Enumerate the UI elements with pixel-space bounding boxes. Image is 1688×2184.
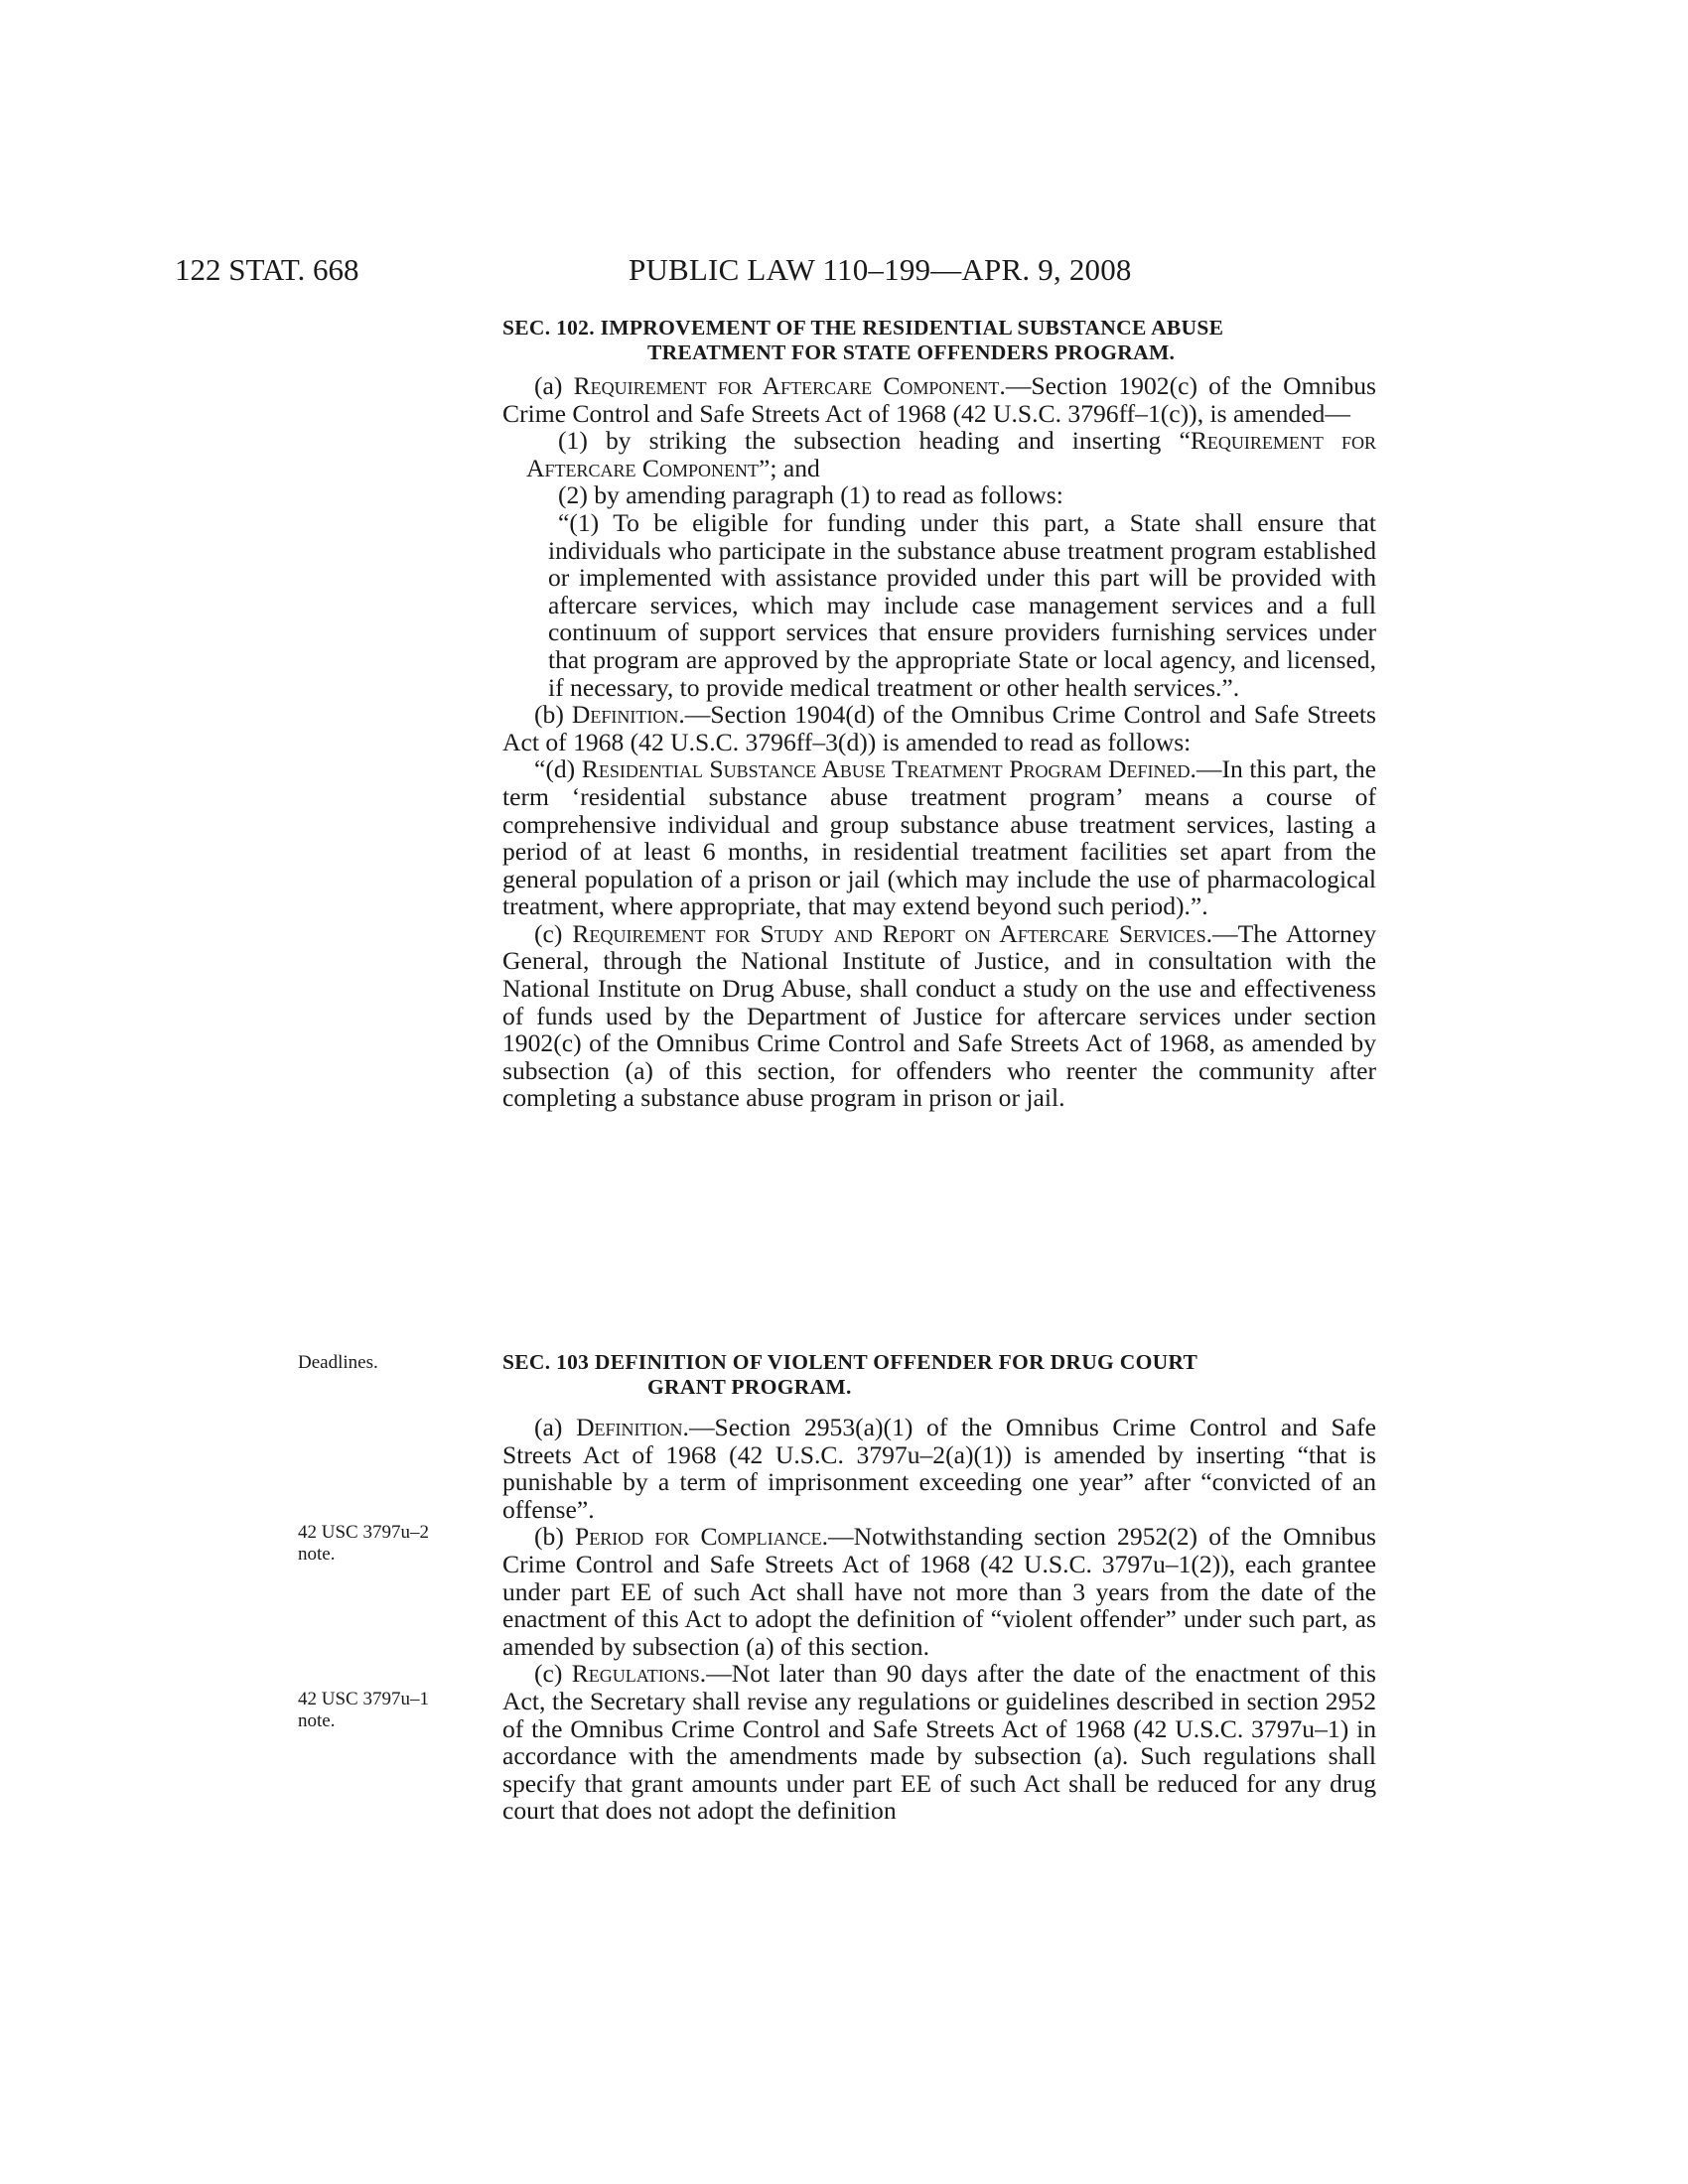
margin-note-deadlines: Deadlines. <box>298 1352 378 1373</box>
caption-aftercare-component: Requirement for Aftercare Component. <box>573 371 1006 400</box>
subsection-103-c: (c) Regulations.—Not later than 90 days after the date of the enactment of this Act, the Secretary shall revise any regulations or guidelines described in section 2952 of the Omnibus Crime Control and Safe Streets Act of 1968 (42 U.S.C. 3797u–1) in accordance with the amendments made by subsection (a). Such regulations shall specify that grant amounts under part EE of such Act shall be reduced for any drug court that does not adopt the definition <box>502 1659 1376 1826</box>
subsection-102-c: (c) Requirement for Study and Report on Aftercare Services.—The Attorney General, through the National Institute of Justice, and in consultation with the National Institute on Drug Abuse, shall conduct a study on the use and effectiveness of funds used by the Department of Justice for aftercare services under section 1902(c) of the Omnibus Crime Control and Safe Streets Act of 1968, as amended by subsection (a) of this section, for offenders who reenter the community after completing a substance abuse program in prison or jail. <box>502 918 1376 1113</box>
section-103-heading <box>502 1350 1376 1400</box>
law-title: PUBLIC LAW 110–199—APR. 9, 2008 <box>629 252 1132 287</box>
paragraph-102-a-1: (1) by striking the subsection heading and inserting “Requirement for Aftercare Component”; and <box>526 426 1377 482</box>
page-header <box>0 252 1688 292</box>
section-103-heading-line1: SEC. 103 DEFINITION OF VIOLENT OFFENDER FOR DRUG COURT <box>502 1350 1198 1374</box>
margin-note-usc-3797u-2: 42 USC 3797u–2 note. <box>298 1522 429 1565</box>
quoted-paragraph-1: “(1) To be eligible for funding under this part, a State shall ensure that individuals who participate in the substance abuse treatment program established or implemented with assistance provided under this part will be provided with aftercare services, which may include case management services and a full continuum of support services that ensure providers furnishing services under that program are approved by the appropriate State or local agency, and licensed, if necessary, to provide medical treatment or other health services.”. <box>548 507 1376 702</box>
subsection-102-b: (b) Definition.—Section 1904(d) of the Omnibus Crime Control and Safe Streets Act of 1968 (42 U.S.C. 3796ff–3(d)) is amended to read as follows: <box>502 700 1377 756</box>
margin-note-usc-3797u-1: 42 USC 3797u–1 note. <box>298 1689 429 1731</box>
subsection-102-a: (a) Requirement for Aftercare Component.—Section 1902(c) of the Omnibus Crime Control and Safe Streets Act of 1968 (42 U.S.C. 3796ff–1(c)), is amended— <box>502 371 1376 428</box>
quoted-subsection-d: “(d) Residential Substance Abuse Treatment Program Defined.—In this part, the term ‘residential substance abuse treatment program’ means a course of comprehensive individual and group substance abuse treatment services, lasting a period of at least 6 months, in residential treatment facilities set apart from the general population of a prison or jail (which may include the use of pharmacological treatment, where appropriate, that may extend beyond such period).”. <box>502 754 1377 921</box>
section-102-heading <box>502 316 1376 365</box>
page-reference: 122 STAT. 668 <box>175 252 359 287</box>
section-102-body <box>502 372 1376 1112</box>
section-103-body <box>502 1414 1376 1825</box>
subsection-103-a: (a) Definition.—Section 2953(a)(1) of the Omnibus Crime Control and Safe Streets Act of 1968 (42 U.S.C. 3797u–2(a)(1)) is amended by inserting “that is punishable by a term of imprisonment exceeding one year” after “convicted of an offense”. <box>502 1413 1376 1524</box>
section-102-heading-line2: TREATMENT FOR STATE OFFENDERS PROGRAM. <box>647 341 1176 364</box>
subsection-103-b: (b) Period for Compliance.—Notwithstanding section 2952(2) of the Omnibus Crime Control and Safe Streets Act of 1968 (42 U.S.C. 3797u–1(2)), each grantee under part EE of such Act shall have not more than 3 years from the date of the enactment of this Act to adopt the definition of “violent offender” under such part, as amended by subsection (a) of this section. <box>502 1522 1376 1661</box>
section-102-heading-line1: SEC. 102. IMPROVEMENT OF THE RESIDENTIAL SUBSTANCE ABUSE <box>502 316 1224 340</box>
section-103-heading-line2: GRANT PROGRAM. <box>647 1375 852 1399</box>
paragraph-102-a-2: (2) by amending paragraph (1) to read as follows: <box>558 480 1063 510</box>
